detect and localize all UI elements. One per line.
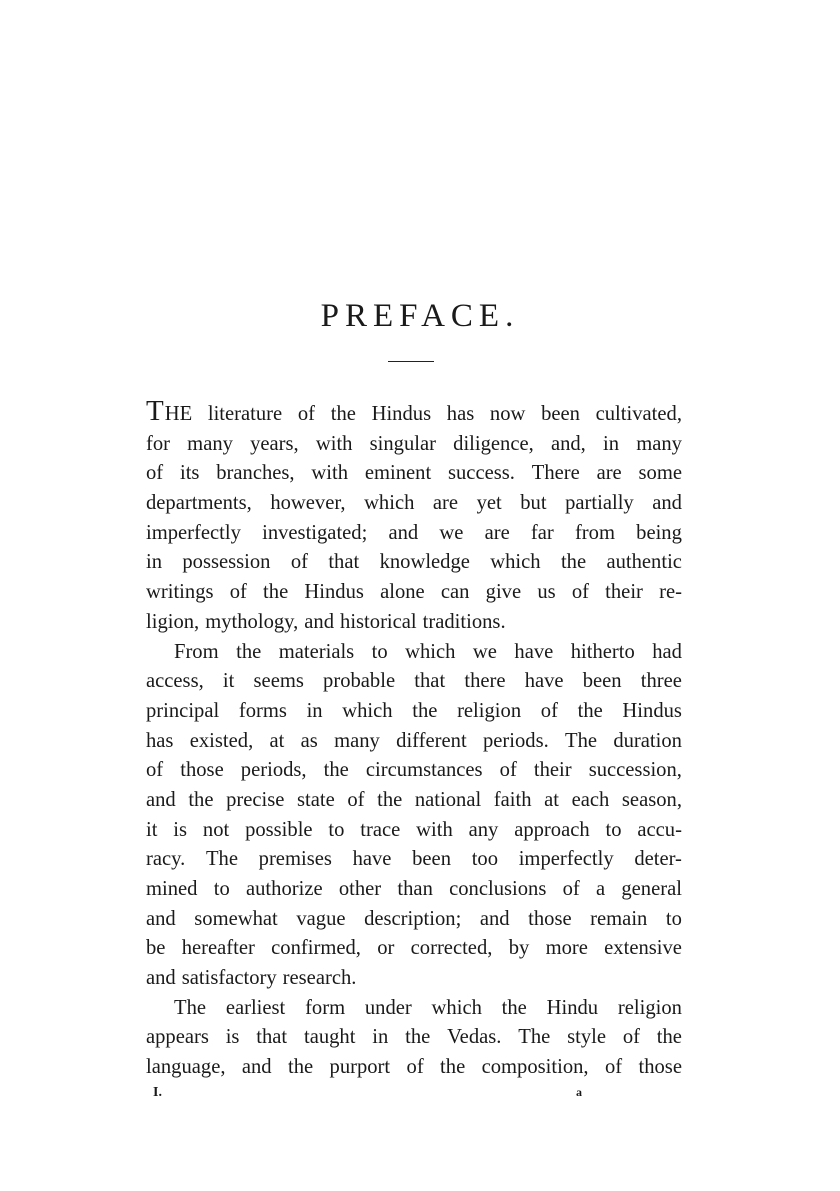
text-line: has existed, at as many different periods. The duration (146, 729, 682, 752)
text-line: THE literature of the Hindus has now been cultivated, (146, 395, 682, 427)
text-line: of its branches, with eminent success. There are some (146, 462, 682, 485)
text-line: The earliest form under which the Hindu religion (174, 996, 682, 1019)
text-line: departments, however, which are yet but partially and (146, 492, 682, 515)
title-rule (388, 361, 434, 362)
text-line: writings of the Hindus alone can give us of their re- (146, 581, 682, 604)
volume-mark: I. (153, 1085, 162, 1100)
text-line: of those periods, the circumstances of their succession, (146, 759, 682, 782)
word: HE (164, 403, 193, 425)
text-line: access, it seems probable that there have been three (146, 670, 682, 693)
drop-cap: T (146, 395, 164, 427)
text-line: and somewhat vague description; and those remain to (146, 907, 682, 930)
text-line: racy. The premises have been too imperfectly deter- (146, 848, 682, 871)
page-title: PREFACE. (320, 298, 520, 334)
text-line: for many years, with singular diligence, and, in many (146, 432, 682, 455)
text-line: imperfectly investigated; and we are far from being (146, 521, 682, 544)
text-line: and the precise state of the national faith at each season, (146, 788, 682, 811)
text-line: principal forms in which the religion of the Hindus (146, 699, 682, 722)
text-line: language, and the purport of the composition, of those (146, 1056, 682, 1079)
text-line: appears is that taught in the Vedas. The style of the (146, 1026, 682, 1049)
signature-mark: a (576, 1085, 582, 1099)
text-line: ligion, mythology, and historical traditions. (146, 610, 506, 633)
text-line: and satisfactory research. (146, 967, 357, 990)
text-line: mined to authorize other than conclusions of a general (146, 878, 682, 900)
text-line: be hereafter confirmed, or corrected, by more extensive (146, 937, 682, 960)
text-line: it is not possible to trace with any approach to accu- (146, 818, 682, 841)
body-text (146, 395, 682, 1083)
text-line: From the materials to which we have hitherto had (174, 640, 682, 663)
page-footer (0, 1085, 840, 1109)
text-line: in possession of that knowledge which the authentic (146, 551, 682, 574)
